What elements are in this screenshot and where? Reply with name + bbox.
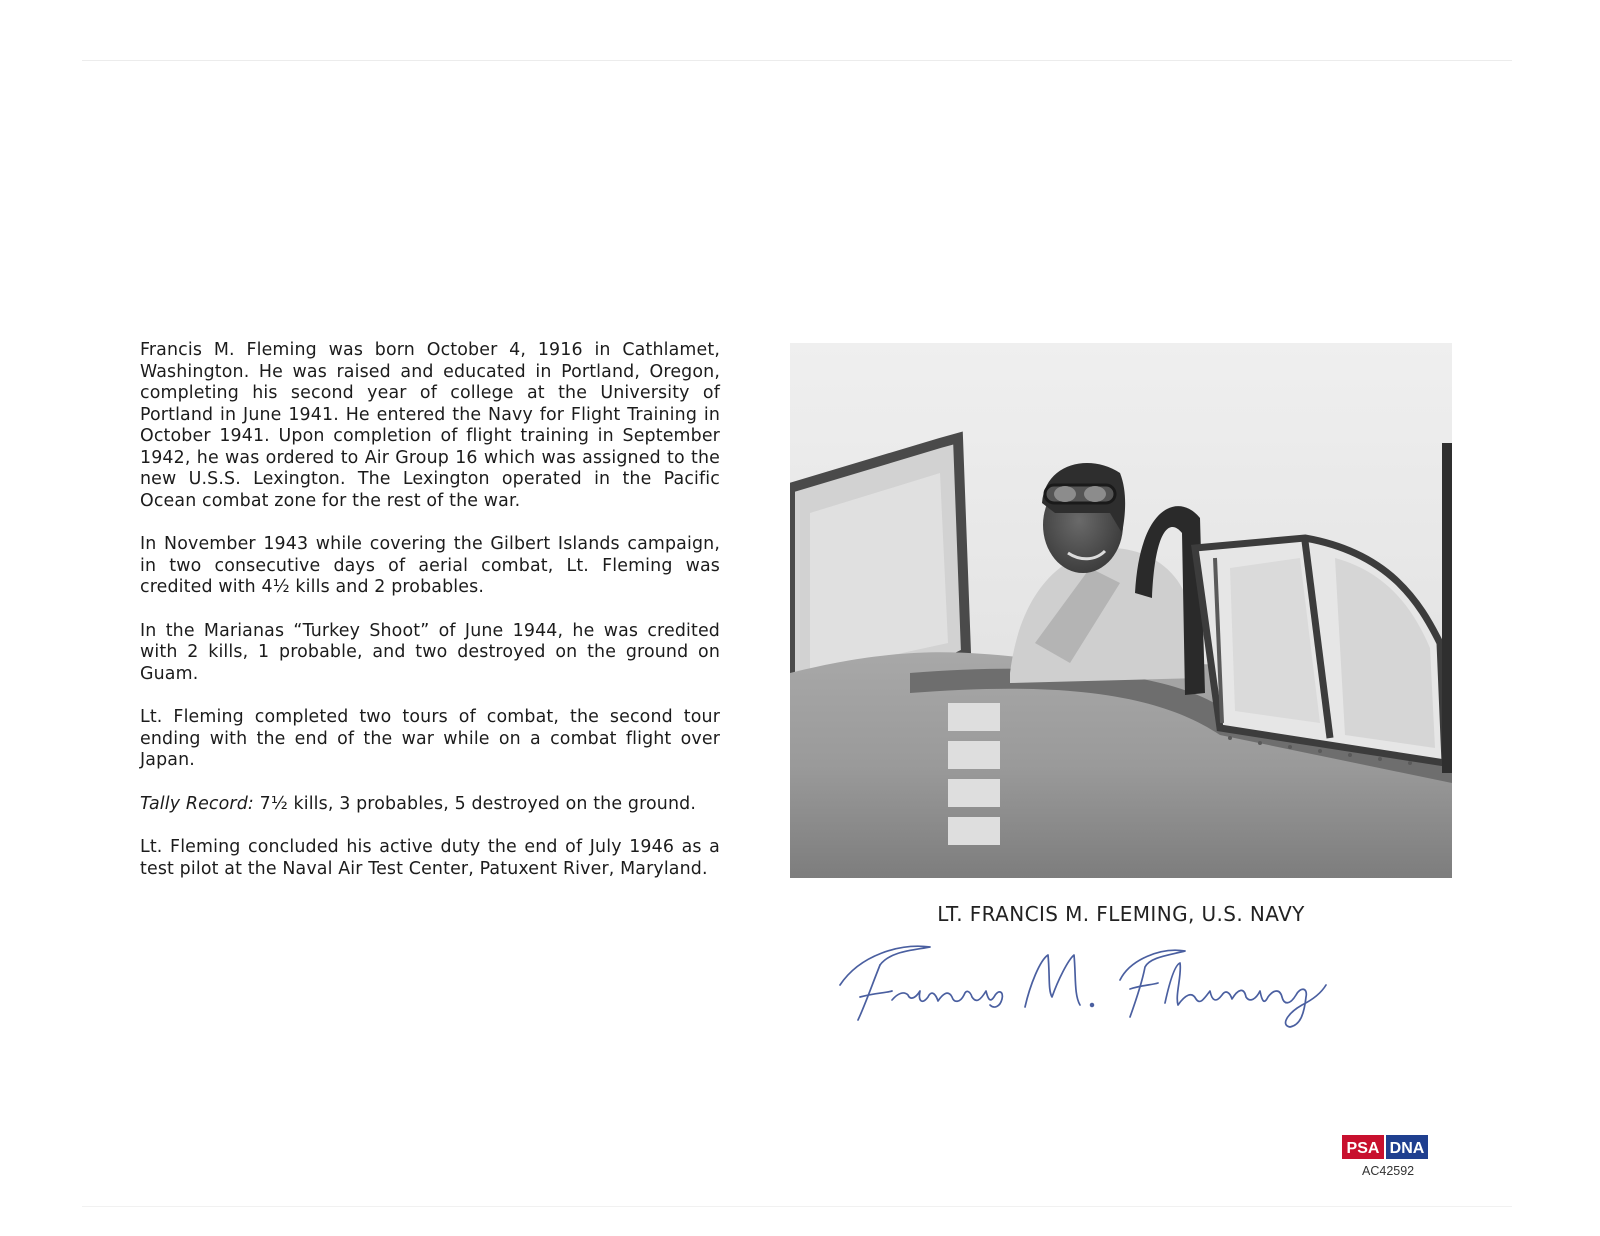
- autograph-signature: [830, 925, 1370, 1035]
- bio-paragraph-tally: [140, 794, 720, 816]
- psa-dna-logo: [1342, 1135, 1428, 1159]
- bio-paragraph-gilbert-islands: In November 1943 while covering the Gilbert Islands campaign, in two consecutive days of aerial combat, Lt. Fleming was credited with 4½ kills and 2 probables.: [140, 534, 720, 597]
- bio-paragraph-birth: Francis M. Fleming was born October 4, 1916 in Cathlamet, Washington. He was raised and educated in Portland, Oregon, completing his second year of college at the University of Portland in June 1941. He entered the Navy for Flight Training in October 1941. Upon completion of flight training in September 1942, he was ordered to Air Group 16 which was assigned to the new U.S.S. Lexington. The Lexington operated in the Pacific Ocean combat zone for the rest of the war.: [140, 340, 720, 511]
- top-edge-line: [82, 60, 1512, 61]
- bio-paragraph-tours: Lt. Fleming completed two tours of combat, the second tour ending with the end of the war while on a combat flight over Japan.: [140, 707, 720, 770]
- bio-paragraph-closing: Lt. Fleming concluded his active duty the end of July 1946 as a test pilot at the Naval Air Test Center, Patuxent River, Maryland.: [140, 837, 720, 879]
- bottom-edge-line: [82, 1206, 1512, 1207]
- photo-caption: LT. FRANCIS M. FLEMING, U.S. NAVY: [937, 902, 1305, 926]
- svg-text:DNA: DNA: [1389, 1140, 1425, 1157]
- bio-paragraph-marianas: In the Marianas “Turkey Shoot” of June 1944, he was credited with 2 kills, 1 probable, and two destroyed on the ground on Guam.: [140, 620, 720, 684]
- pilot-cockpit-photo: [790, 343, 1452, 878]
- tally-text: 7½ kills, 3 probables, 5 destroyed on the ground.: [253, 793, 696, 814]
- svg-text:PSA: PSA: [1346, 1140, 1380, 1157]
- tally-label: Tally Record:: [140, 793, 254, 814]
- biography-text: [140, 340, 720, 902]
- certificate-number: AC42592: [1362, 1164, 1415, 1178]
